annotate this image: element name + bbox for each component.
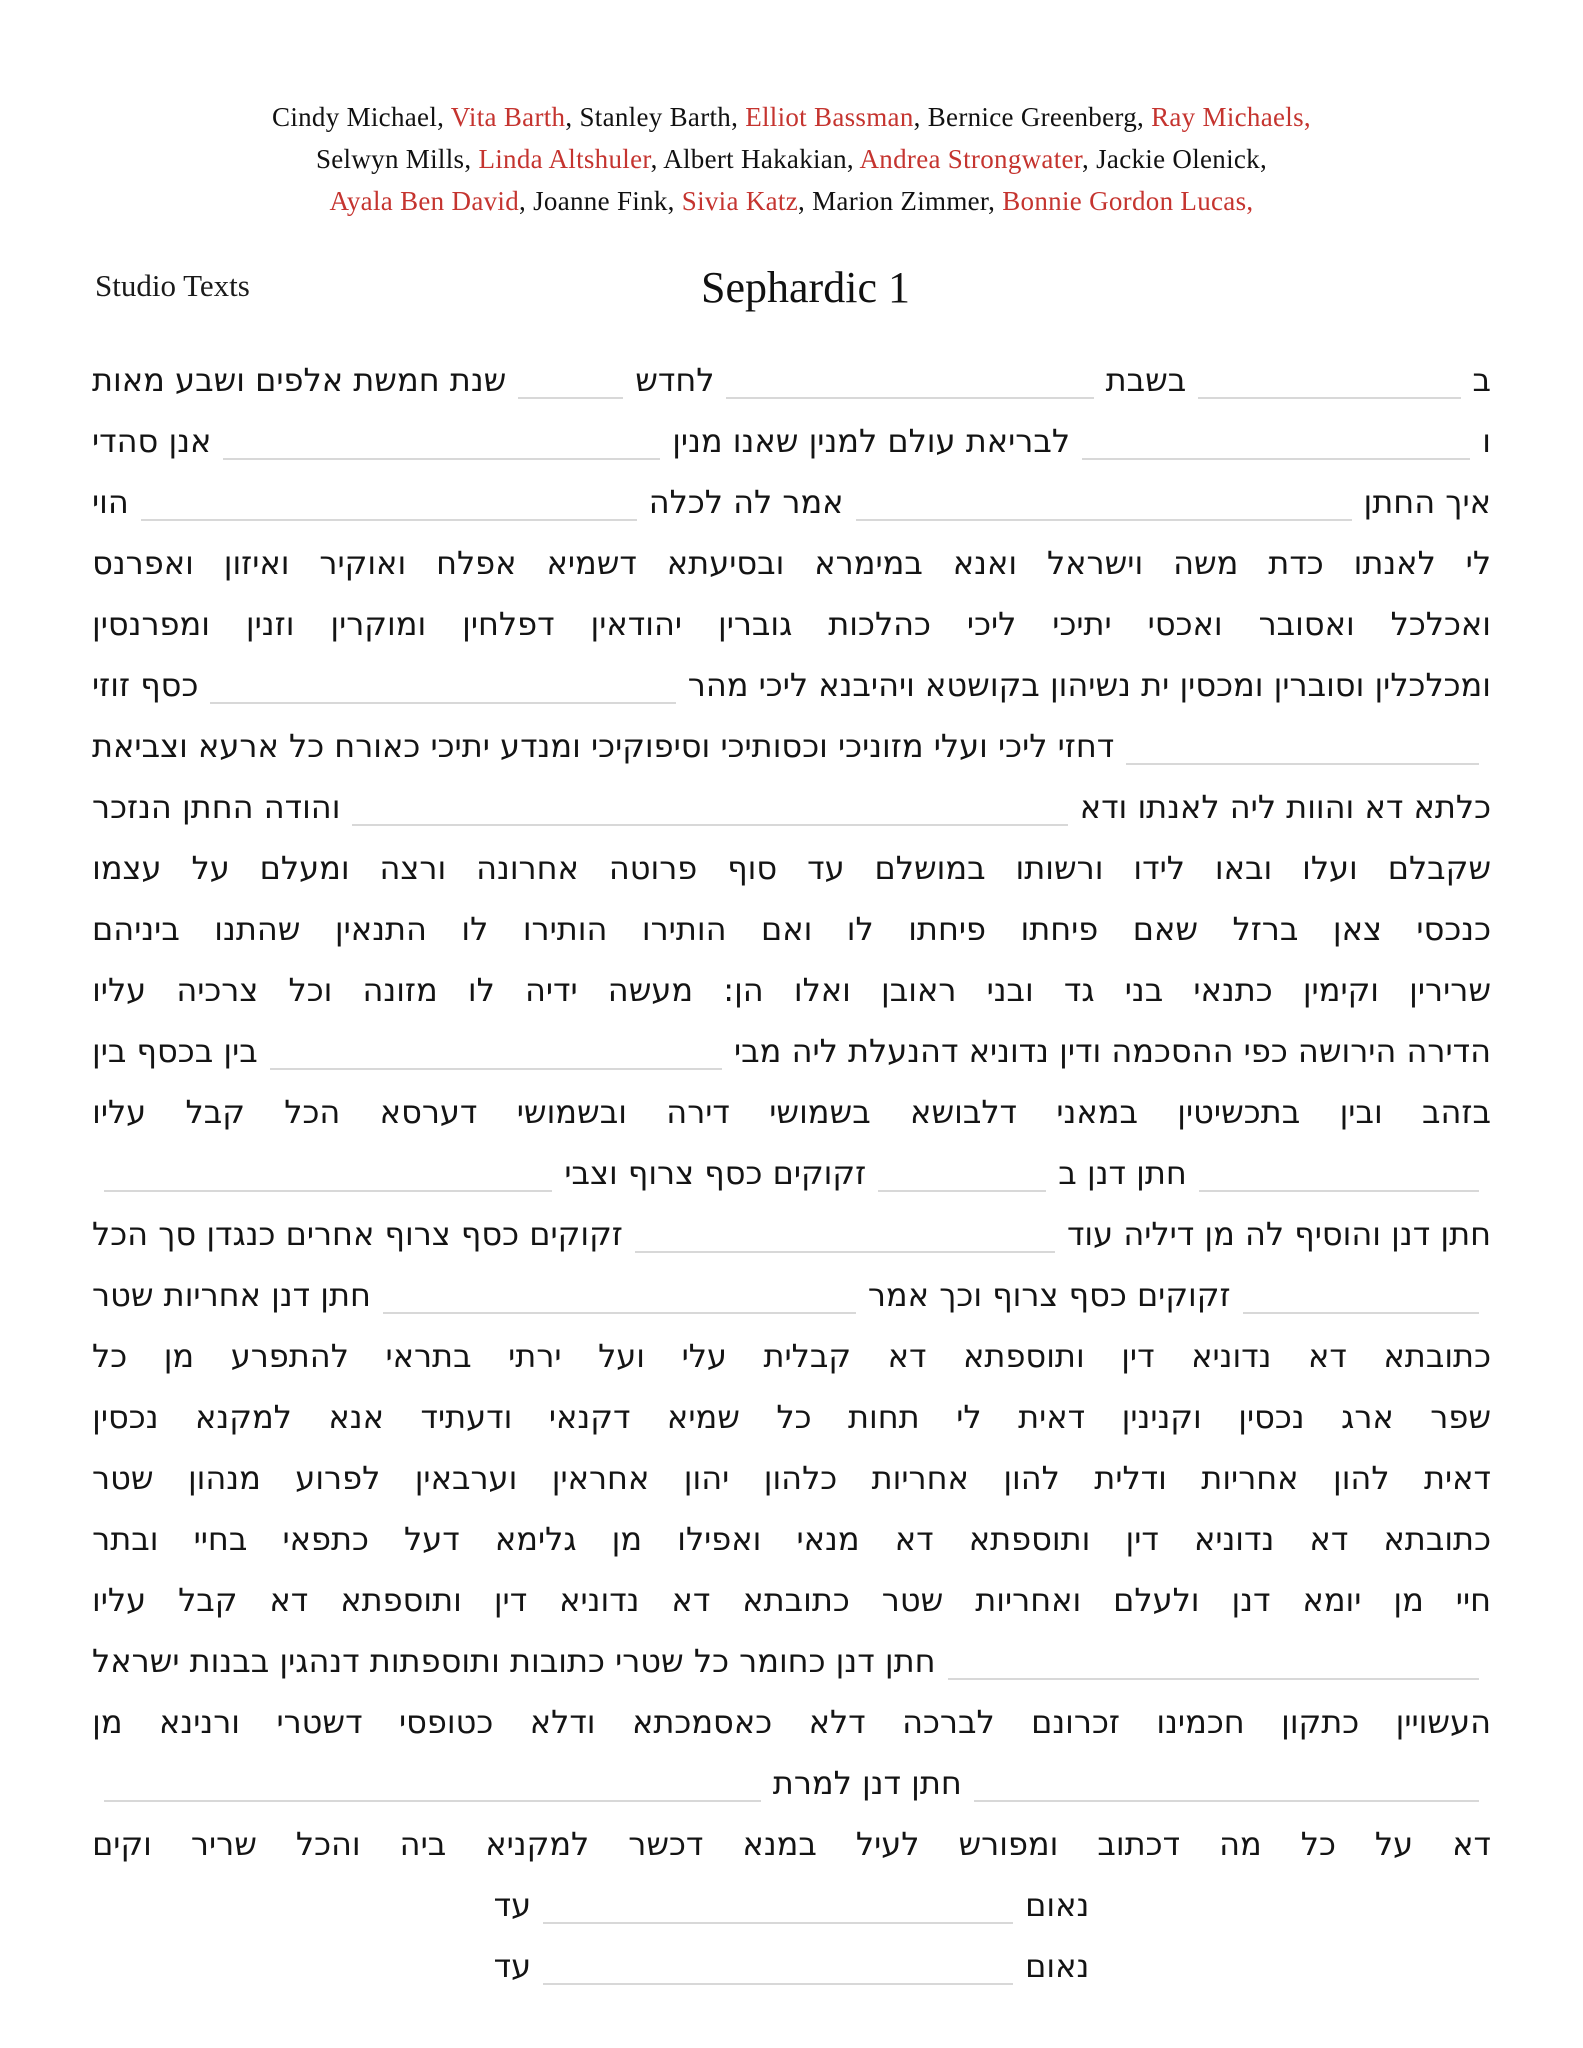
- word: ודעתיד: [420, 1398, 513, 1436]
- word: שטר: [881, 1581, 944, 1619]
- line-text: איך החתן: [1363, 483, 1491, 521]
- line-text: והודה החתן הנזכר: [92, 788, 341, 826]
- word: ידיה: [524, 971, 578, 1009]
- word: דנן: [1231, 1581, 1271, 1619]
- word: בשמושי: [769, 1093, 871, 1131]
- fill-in-blank: [104, 1190, 552, 1192]
- word: כאסמכתא: [631, 1703, 773, 1741]
- word: דא: [269, 1581, 309, 1619]
- word: לברכה: [902, 1703, 995, 1741]
- word: ואלו: [793, 971, 851, 1009]
- word: דערסא: [379, 1093, 478, 1131]
- word: העשויין: [1395, 1703, 1491, 1741]
- word: כנכסי: [1416, 910, 1491, 948]
- word: ברזל: [1232, 910, 1299, 948]
- fill-in-blank: [974, 1800, 1479, 1802]
- artist-name: Bonnie Gordon Lucas,: [1002, 186, 1254, 216]
- line-text: זקוקים כסף צרוף וכך אמר: [867, 1276, 1231, 1314]
- word: על: [191, 849, 230, 887]
- ketubah-line: [92, 1570, 1491, 1631]
- word: אחראין: [551, 1459, 650, 1497]
- fill-in-blank: [726, 397, 1093, 399]
- fill-in-blank: [1126, 763, 1479, 765]
- ketubah-line: [92, 1448, 1491, 1509]
- fill-in-blank: [1199, 1190, 1479, 1192]
- ketubah-line: [92, 1631, 1491, 1692]
- word: דין: [1121, 1337, 1155, 1375]
- word: דאית: [1018, 1398, 1086, 1436]
- line-text: כלתא דא והוות ליה לאנתו ודא: [1079, 788, 1491, 826]
- word: דא: [894, 1520, 934, 1558]
- word: צאן: [1332, 910, 1382, 948]
- artist-name: , Stanley Barth,: [565, 102, 746, 132]
- word: וקימין: [1302, 971, 1380, 1009]
- word: הותירו: [641, 910, 727, 948]
- line-text: הוי: [91, 483, 129, 521]
- studio-texts-label: Studio Texts: [95, 268, 250, 303]
- word: ואכלכל: [1390, 605, 1491, 643]
- word: שרירין: [1409, 971, 1491, 1009]
- word: ואפילו: [677, 1520, 762, 1558]
- artist-names-line: [0, 180, 1583, 222]
- ketubah-line: [92, 838, 1491, 899]
- artist-name: Andrea Strongwater: [859, 144, 1082, 174]
- word: ובין: [1339, 1093, 1383, 1131]
- word: כטופסי: [399, 1703, 494, 1741]
- word: כלהון: [763, 1459, 838, 1497]
- fill-in-blank: [210, 702, 675, 704]
- word: מן: [1393, 1581, 1424, 1619]
- word: להתפרע: [230, 1337, 349, 1375]
- line-text: אנן סהדי: [92, 422, 212, 460]
- word: שמיא: [666, 1398, 740, 1436]
- word: כתפאי: [282, 1520, 369, 1558]
- word: מן: [163, 1337, 195, 1375]
- word: ובתר: [92, 1520, 159, 1558]
- witness-signature-blank: [543, 1922, 1013, 1924]
- word: יהודאין: [590, 605, 683, 643]
- word: לי: [1465, 544, 1491, 582]
- word: כתובתא: [742, 1581, 850, 1619]
- fill-in-blank: [1198, 397, 1460, 399]
- artist-names-line: [0, 138, 1583, 180]
- word: דעל: [404, 1520, 460, 1558]
- word: ואנא: [952, 544, 1018, 582]
- word: דא: [1309, 1520, 1349, 1558]
- word: הן:: [723, 971, 764, 1009]
- word: בחיי: [193, 1520, 248, 1558]
- ketubah-line: [92, 594, 1491, 655]
- word: קבל: [185, 1093, 245, 1131]
- word: ותוספתא: [340, 1581, 462, 1619]
- word: ובסיעתא: [666, 544, 785, 582]
- word: ורשותו: [1015, 849, 1104, 887]
- word: וערבאין: [414, 1459, 518, 1497]
- fill-in-blank: [141, 519, 637, 521]
- word: להון: [1332, 1459, 1390, 1497]
- artist-name: , Joanne Fink,: [519, 186, 682, 216]
- word: במושלם: [874, 849, 986, 887]
- fill-in-blank: [223, 458, 660, 460]
- word: ואיזון: [223, 544, 290, 582]
- fill-in-blank: [948, 1678, 1480, 1680]
- word: בני: [1124, 971, 1164, 1009]
- word: אחרונה: [476, 849, 579, 887]
- word: ודלא: [529, 1703, 596, 1741]
- line-text: עד: [493, 1886, 532, 1924]
- ketubah-line: [92, 1814, 1491, 1875]
- artist-name: Sivia Katz: [681, 186, 798, 216]
- word: דקנאי: [548, 1398, 631, 1436]
- fill-in-blank: [1243, 1312, 1479, 1314]
- line-text: ב: [1472, 361, 1491, 399]
- fill-in-blank: [383, 1312, 856, 1314]
- word: יהון: [683, 1459, 730, 1497]
- line-text: ו: [1482, 422, 1491, 460]
- word: כל: [92, 1337, 128, 1375]
- artist-name: Linda Altshuler: [478, 144, 651, 174]
- word: וקנינין: [1121, 1398, 1202, 1436]
- line-text: לבריאת עולם למנין שאנו מנין: [672, 422, 1071, 460]
- word: שאם: [1132, 910, 1199, 948]
- word: עצמו: [92, 849, 162, 887]
- word: כתקון: [1281, 1703, 1360, 1741]
- ketubah-line: [92, 1265, 1491, 1326]
- word: יתיכי: [1052, 605, 1112, 643]
- ketubah-line: [92, 1021, 1491, 1082]
- word: במאני: [1056, 1093, 1138, 1131]
- fill-in-blank: [1082, 458, 1470, 460]
- artist-name: , Jackie Olenick,: [1082, 144, 1268, 174]
- word: דא: [1308, 1337, 1347, 1375]
- word: לאנתו: [1353, 544, 1436, 582]
- word: דכתוב: [1097, 1825, 1181, 1863]
- title-row: [0, 262, 1583, 340]
- word: ובני: [986, 971, 1034, 1009]
- ketubah-line: [92, 655, 1491, 716]
- word: לו: [461, 910, 489, 948]
- word: פיחתו: [1020, 910, 1099, 948]
- word: פיחתו: [908, 910, 986, 948]
- ketubah-line: [92, 1082, 1491, 1143]
- word: למקניא: [485, 1825, 590, 1863]
- word: כתובתא: [1383, 1337, 1491, 1375]
- line-text: נאום: [1025, 1886, 1090, 1924]
- word: עד: [807, 849, 845, 887]
- fill-in-blank: [878, 1190, 1046, 1192]
- word: ועלו: [1302, 849, 1358, 887]
- word: לו: [467, 971, 495, 1009]
- ketubah-line: [92, 1753, 1491, 1814]
- line-text: חתן דנן למרת: [772, 1764, 962, 1802]
- word: ארג: [1341, 1398, 1394, 1436]
- ketubah-line: [92, 1326, 1491, 1387]
- ketubah-line: [92, 1936, 1491, 1997]
- word: דשטרי: [276, 1703, 363, 1741]
- ketubah-line: [92, 1204, 1491, 1265]
- ketubah-line: [92, 1387, 1491, 1448]
- word: מעשה: [607, 971, 694, 1009]
- word: להון: [1003, 1459, 1060, 1497]
- word: ובאו: [1214, 849, 1273, 887]
- word: ואכסי: [1147, 605, 1223, 643]
- word: ומוקרין: [330, 605, 427, 643]
- word: כל: [1300, 1825, 1336, 1863]
- ketubah-line: [92, 533, 1491, 594]
- word: משה: [1173, 544, 1239, 582]
- word: גוברין: [717, 605, 793, 643]
- word: אחריות: [871, 1459, 969, 1497]
- word: מזונה: [362, 971, 438, 1009]
- ketubah-line: [92, 960, 1491, 1021]
- fill-in-blank: [352, 824, 1067, 826]
- word: חיי: [1455, 1581, 1491, 1619]
- artist-name: Ayala Ben David: [329, 186, 520, 216]
- word: יומא: [1302, 1581, 1362, 1619]
- word: ובשמושי: [516, 1093, 627, 1131]
- word: למקנא: [195, 1398, 292, 1436]
- word: דין: [1125, 1520, 1159, 1558]
- word: דשמיא: [546, 544, 637, 582]
- word: נדוניא: [559, 1581, 640, 1619]
- word: והכל: [295, 1825, 361, 1863]
- word: וכל: [288, 971, 333, 1009]
- word: כדת: [1268, 544, 1324, 582]
- fill-in-blank: [270, 1068, 722, 1070]
- word: ורנינא: [159, 1703, 240, 1741]
- word: דא: [671, 1581, 711, 1619]
- line-text: חתן דנן אחריות שטר: [92, 1276, 371, 1314]
- line-text: כסף זוזי: [92, 666, 199, 704]
- word: ואם: [760, 910, 813, 948]
- line-text: בשבת: [1105, 361, 1187, 399]
- word: קבלית: [763, 1337, 852, 1375]
- word: דכשר: [628, 1825, 704, 1863]
- fill-in-blank: [104, 1800, 761, 1802]
- page-title: Sephardic 1: [701, 263, 910, 312]
- word: מן: [92, 1703, 123, 1741]
- word: ואפרנס: [92, 544, 194, 582]
- artist-name: Cindy Michael,: [272, 102, 451, 132]
- word: לי: [956, 1398, 982, 1436]
- ketubah-line: [92, 411, 1491, 472]
- word: דא: [887, 1337, 927, 1375]
- word: נדוניא: [1191, 1337, 1272, 1375]
- artist-name: Elliot Bassman: [745, 102, 914, 132]
- word: שריר: [190, 1825, 257, 1863]
- word: במנא: [742, 1825, 817, 1863]
- word: קבל: [178, 1581, 238, 1619]
- word: דלא: [808, 1703, 866, 1741]
- word: כתובתא: [1383, 1520, 1491, 1558]
- artist-name: Vita Barth: [450, 102, 566, 132]
- word: כהלכות: [828, 605, 931, 643]
- fill-in-blank: [518, 397, 623, 399]
- word: נכסין: [92, 1398, 159, 1436]
- ketubah-line: [92, 472, 1491, 533]
- word: לפרוע: [295, 1459, 381, 1497]
- word: ומפרנסין: [92, 605, 210, 643]
- word: דלבושא: [910, 1093, 1017, 1131]
- word: אנא: [328, 1398, 384, 1436]
- word: דירה: [666, 1093, 730, 1131]
- ketubah-line: [92, 899, 1491, 960]
- word: חכמינו: [1156, 1703, 1245, 1741]
- word: במימרא: [814, 544, 923, 582]
- word: הכל: [284, 1093, 341, 1131]
- ketubah-line: [92, 1143, 1491, 1204]
- line-text: חתן דנן והוסיף לה מן דיליה עוד: [1066, 1215, 1491, 1253]
- word: ראובן: [881, 971, 957, 1009]
- word: ירתי: [508, 1337, 562, 1375]
- word: כל: [776, 1398, 812, 1436]
- word: נכסין: [1238, 1398, 1305, 1436]
- word: ביניהם: [92, 910, 180, 948]
- word: ואחריות: [975, 1581, 1082, 1619]
- word: ומפורש: [958, 1825, 1059, 1863]
- line-text: זקוקים כסף צרוף אחרים כנגדן סך הכל: [92, 1215, 623, 1253]
- word: עליו: [92, 971, 147, 1009]
- word: דפלחין: [462, 605, 555, 643]
- word: וזנין: [245, 605, 295, 643]
- word: בתראי: [385, 1337, 472, 1375]
- ketubah-line: [92, 1509, 1491, 1570]
- line-text: דחזי ליכי ועלי מזוניכי וכסותיכי וסיפוקיכי ומנדע יתיכי כאורח כל ארעא וצביאת: [92, 727, 1115, 765]
- line-text: אמר לה לכלה: [648, 483, 844, 521]
- word: ביה: [399, 1825, 447, 1863]
- word: ותוספתא: [968, 1520, 1091, 1558]
- line-text: ומכלכלין וסוברין ומכסין ית נשיהון בקושטא ויהיבנא ליכי מהר: [687, 666, 1491, 704]
- word: ומעלם: [259, 849, 350, 887]
- word: ואוקיר: [319, 544, 407, 582]
- word: שפר: [1430, 1398, 1491, 1436]
- word: לידו: [1133, 849, 1185, 887]
- ketubah-line: [92, 1875, 1491, 1936]
- word: צרכיה: [176, 971, 259, 1009]
- ketubah-line: [92, 716, 1491, 777]
- ketubah-line: [92, 777, 1491, 838]
- word: לו: [846, 910, 874, 948]
- word: אפלח: [436, 544, 517, 582]
- ketubah-body: [92, 350, 1491, 1997]
- artist-name: , Bernice Greenberg,: [913, 102, 1152, 132]
- word: סוף: [727, 849, 778, 887]
- artist-names: [0, 0, 1583, 222]
- line-text: עד: [493, 1947, 532, 1985]
- word: פרוטה: [608, 849, 698, 887]
- word: בזהב: [1422, 1093, 1491, 1131]
- line-text: לחדש: [635, 361, 715, 399]
- word: אחריות: [1201, 1459, 1299, 1497]
- word: הותירו: [522, 910, 608, 948]
- line-text: חתן דנן ב: [1058, 1154, 1187, 1192]
- word: עלי: [681, 1337, 727, 1375]
- word: זכרונם: [1031, 1703, 1120, 1741]
- word: נדוניא: [1193, 1520, 1275, 1558]
- artist-names-line: [0, 96, 1583, 138]
- word: על: [1374, 1825, 1414, 1863]
- word: שהתנו: [214, 910, 301, 948]
- word: בתכשיטין: [1177, 1093, 1301, 1131]
- ketubah-line: [92, 350, 1491, 411]
- word: מנאי: [796, 1520, 860, 1558]
- line-text: בין בכסף בין: [92, 1032, 258, 1070]
- word: גלימא: [494, 1520, 577, 1558]
- word: שקבלם: [1387, 849, 1491, 887]
- word: דא: [1452, 1825, 1491, 1863]
- word: תחות: [848, 1398, 920, 1436]
- line-text: נאום: [1025, 1947, 1090, 1985]
- word: מה: [1219, 1825, 1262, 1863]
- word: ולעלם: [1113, 1581, 1200, 1619]
- artist-name: , Marion Zimmer,: [798, 186, 1003, 216]
- word: שטר: [92, 1459, 154, 1497]
- fill-in-blank: [856, 519, 1352, 521]
- word: דין: [493, 1581, 528, 1619]
- fill-in-blank: [635, 1251, 1055, 1253]
- line-text: חתן דנן כחומר כל שטרי כתובות ותוספתות דנהגין בבנות ישראל: [92, 1642, 936, 1680]
- word: ואסובר: [1258, 605, 1355, 643]
- artist-name: Selwyn Mills,: [315, 144, 479, 174]
- word: כתנאי: [1193, 971, 1273, 1009]
- word: עליו: [92, 1093, 147, 1131]
- word: מנהון: [187, 1459, 261, 1497]
- word: ודלית: [1094, 1459, 1167, 1497]
- line-text: זקוקים כסף צרוף וצבי: [564, 1154, 867, 1192]
- word: מן: [611, 1520, 643, 1558]
- line-text: הדירה הירושה כפי ההסכמה ודין נדוניא דהנעלת ליה מבי: [734, 1032, 1491, 1070]
- witness-signature-blank: [543, 1983, 1013, 1985]
- artist-name: Ray Michaels,: [1151, 102, 1311, 132]
- word: לעיל: [855, 1825, 920, 1863]
- line-text: שנת חמשת אלפים ושבע מאות: [92, 361, 507, 399]
- word: גד: [1063, 971, 1095, 1009]
- artist-name: , Albert Hakakian,: [650, 144, 860, 174]
- word: ורצה: [379, 849, 447, 887]
- word: עליו: [92, 1581, 147, 1619]
- word: ועל: [598, 1337, 646, 1375]
- word: ותוספתא: [963, 1337, 1085, 1375]
- word: ליכי: [966, 605, 1017, 643]
- word: התנאין: [334, 910, 427, 948]
- word: דאית: [1423, 1459, 1491, 1497]
- word: וקים: [92, 1825, 152, 1863]
- word: וישראל: [1046, 544, 1144, 582]
- ketubah-line: [92, 1692, 1491, 1753]
